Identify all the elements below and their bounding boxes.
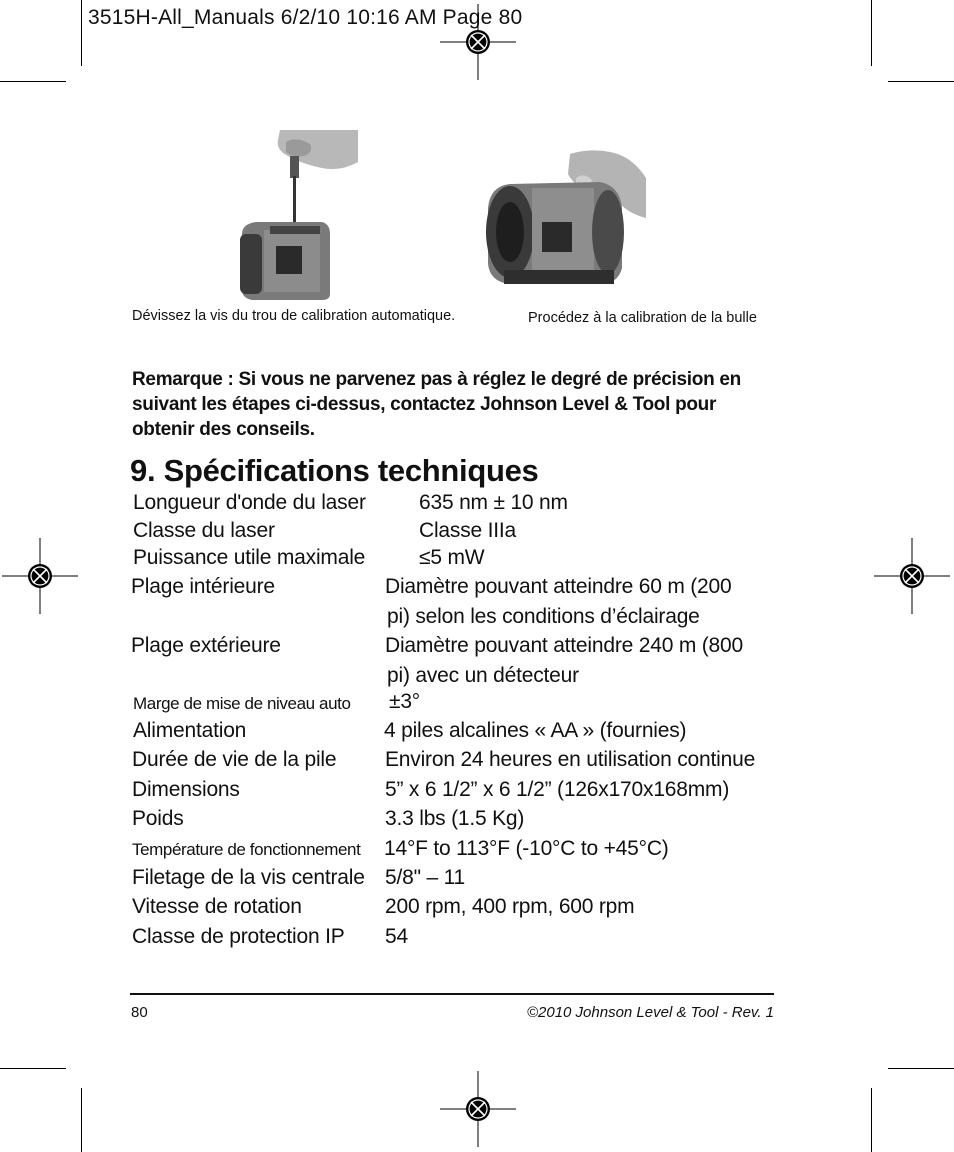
page-number: 80 — [131, 1004, 148, 1021]
spec-value: Classe IIIa — [419, 519, 517, 542]
spec-value: 54 — [385, 925, 408, 948]
spec-label: Classe de protection IP — [132, 925, 345, 948]
spec-label: Température de fonctionnement — [132, 840, 361, 859]
spec-value: 3.3 lbs (1.5 Kg) — [385, 807, 525, 830]
spec-label: Longueur d'onde du laser — [133, 491, 366, 514]
registration-mark-icon — [874, 538, 950, 614]
spec-label: Marge de mise de niveau auto — [133, 694, 351, 713]
registration-mark-icon — [440, 1071, 516, 1147]
spec-value: 14°F to 113°F (-10°C to +45°C) — [384, 837, 669, 860]
footer-divider — [130, 993, 774, 995]
figure-caption-2: Procédez à la calibration de la bulle — [528, 310, 757, 326]
spec-value: 5/8" – 11 — [385, 866, 465, 889]
spec-value: 5” x 6 1/2” x 6 1/2” (126x170x168mm) — [385, 778, 730, 801]
spec-label: Poids — [132, 807, 184, 830]
photo-screwdriver-calibration — [230, 130, 358, 300]
spec-label: Puissance utile maximale — [133, 546, 366, 569]
note-paragraph: Remarque : Si vous ne parvenez pas à réglez le degré de précision en suivant les étapes ci-dessus, contactez Johnson Level & Tool pour obtenir des conseils. — [132, 369, 741, 440]
photo-bubble-calibration — [480, 148, 648, 288]
spec-value-continuation: pi) avec un détecteur — [387, 664, 579, 687]
spec-label: Alimentation — [133, 719, 247, 742]
spec-label: Durée de vie de la pile — [132, 748, 337, 771]
spec-value: ≤5 mW — [419, 546, 485, 569]
section-heading: 9. Spécifications techniques — [130, 453, 539, 488]
spec-value: Diamètre pouvant atteindre 60 m (200 — [385, 575, 732, 598]
registration-mark-icon — [2, 538, 78, 614]
spec-label: Classe du laser — [133, 519, 275, 542]
spec-value: ±3° — [389, 690, 421, 713]
registration-mark-icon — [440, 4, 516, 80]
spec-value: 635 nm ± 10 nm — [419, 491, 568, 514]
spec-value: 4 piles alcalines « AA » (fournies) — [384, 719, 687, 742]
spec-label: Plage intérieure — [131, 575, 275, 598]
spec-value: Environ 24 heures en utilisation continue — [385, 748, 756, 771]
spec-label: Dimensions — [132, 778, 240, 801]
spec-label: Vitesse de rotation — [132, 895, 302, 918]
spec-value: Diamètre pouvant atteindre 240 m (800 — [385, 634, 743, 657]
copyright-notice: ©2010 Johnson Level & Tool - Rev. 1 — [526, 1004, 774, 1021]
spec-label: Filetage de la vis centrale — [132, 866, 365, 889]
figure-caption-1: Dévissez la vis du trou de calibration automatique. — [132, 308, 456, 324]
slug-line: 3515H-All_Manuals 6/2/10 10:16 AM Page 80 — [88, 6, 523, 29]
spec-label: Plage extérieure — [131, 634, 281, 657]
spec-value: 200 rpm, 400 rpm, 600 rpm — [385, 895, 635, 918]
spec-value-continuation: pi) selon les conditions d’éclairage — [387, 605, 700, 628]
